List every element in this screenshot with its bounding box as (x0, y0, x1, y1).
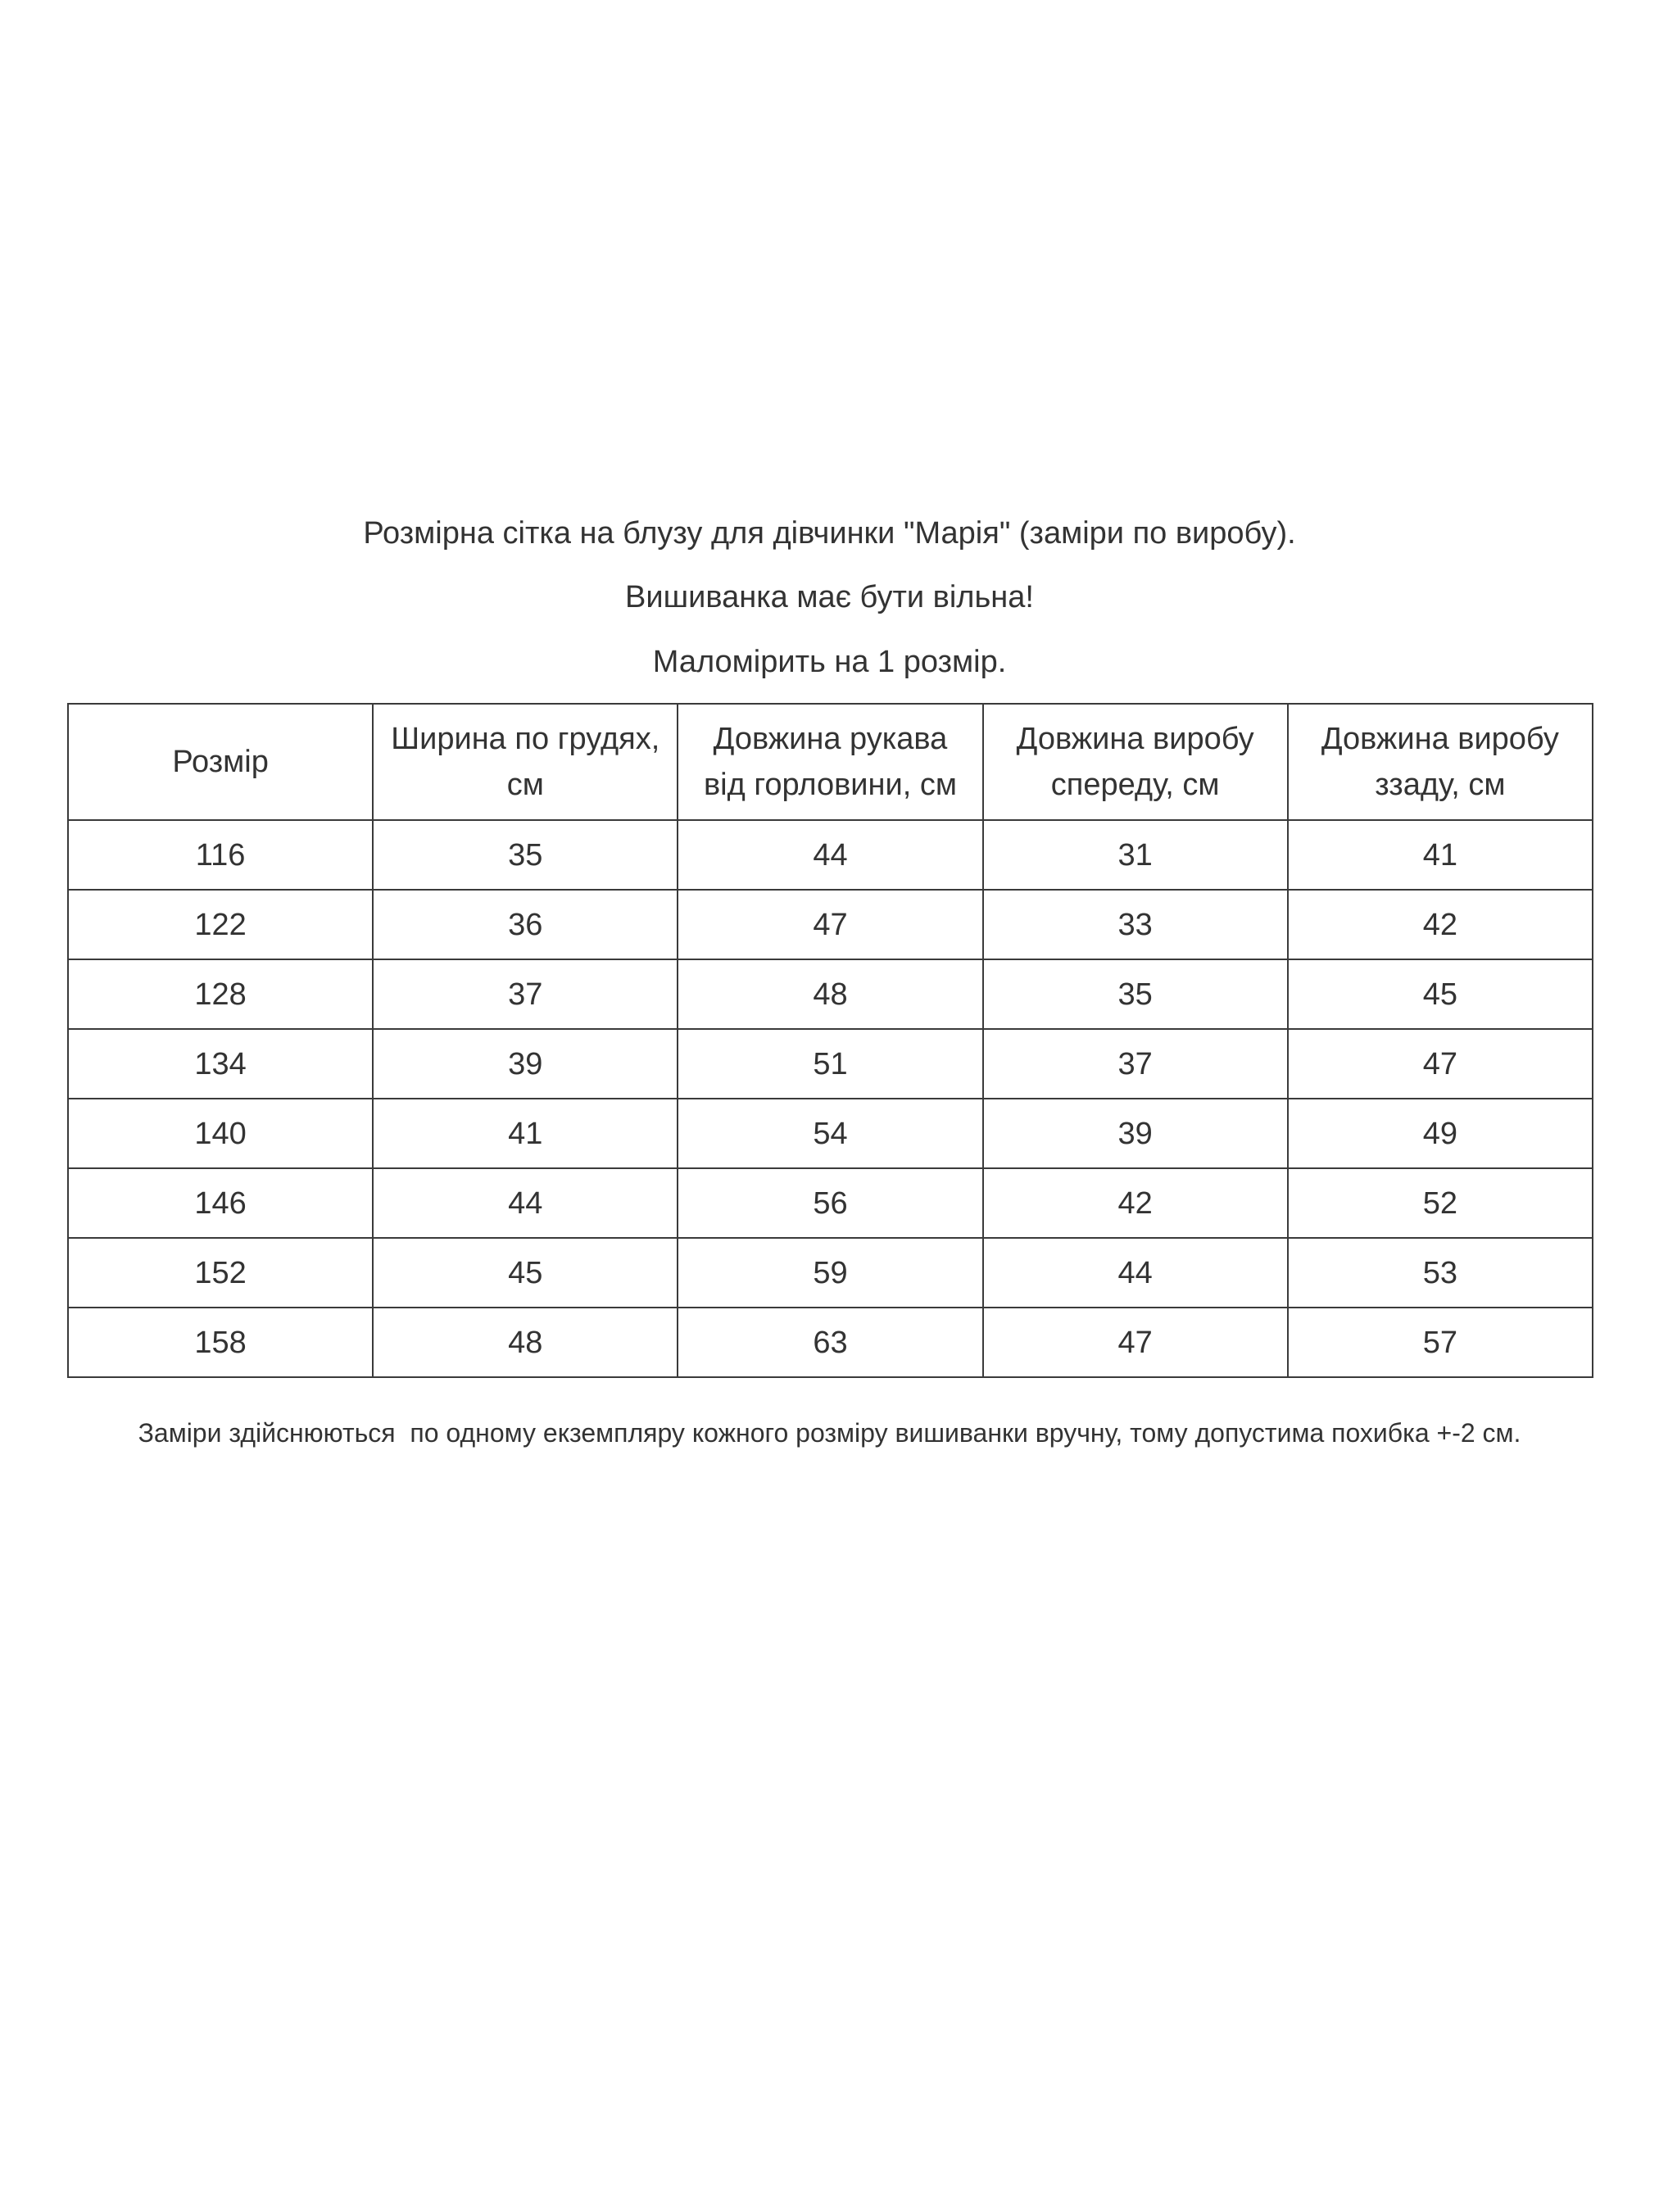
table-cell: 47 (678, 890, 982, 959)
table-row (68, 1238, 1593, 1308)
table-cell: 44 (983, 1238, 1288, 1308)
table-row (68, 1099, 1593, 1168)
table-row (68, 1308, 1593, 1377)
table-cell: 146 (68, 1168, 373, 1238)
table-cell: 52 (1288, 1168, 1593, 1238)
table-cell: 35 (373, 820, 678, 890)
sizing-note: Маломірить на 1 розмір. (652, 645, 1007, 679)
table-cell: 45 (1288, 959, 1593, 1029)
table-cell: 35 (983, 959, 1288, 1029)
table-cell: 37 (983, 1029, 1288, 1099)
page-title: Розмірна сітка на блузу для дівчинки "Марія" (заміри по виробу). (363, 516, 1296, 551)
measurement-disclaimer: Заміри здійснюються по одному екземпляру кожного розміру вишиванки вручну, тому допустима похибка +-2 см. (138, 1418, 1521, 1448)
table-cell: 53 (1288, 1238, 1593, 1308)
table-cell: 41 (373, 1099, 678, 1168)
header-sleeve-length-line-2: від горловини, см (703, 768, 957, 802)
size-chart-table (67, 703, 1593, 1378)
table-cell: 49 (1288, 1099, 1593, 1168)
table-row (68, 1168, 1593, 1238)
table-cell: 48 (678, 959, 982, 1029)
table-cell: 42 (1288, 890, 1593, 959)
table-cell: 37 (373, 959, 678, 1029)
subtitle-note: Вишиванка має бути вільна! (625, 580, 1034, 614)
table-row (68, 1029, 1593, 1099)
table-cell: 122 (68, 890, 373, 959)
table-cell: 39 (983, 1099, 1288, 1168)
table-cell: 33 (983, 890, 1288, 959)
table-cell: 42 (983, 1168, 1288, 1238)
header-chest-width-line-1: Ширина по грудях, (391, 722, 660, 756)
table-cell: 59 (678, 1238, 982, 1308)
table-row (68, 820, 1593, 890)
table-cell: 54 (678, 1099, 982, 1168)
table-cell: 128 (68, 959, 373, 1029)
table-cell: 63 (678, 1308, 982, 1377)
header-sleeve-length-line-1: Довжина рукава (713, 722, 948, 756)
table-header (68, 704, 1593, 820)
table-cell: 158 (68, 1308, 373, 1377)
header-back-length-line-1: Довжина виробу (1321, 722, 1559, 756)
header-size (68, 704, 373, 820)
table-cell: 31 (983, 820, 1288, 890)
table-cell: 134 (68, 1029, 373, 1099)
table-cell: 41 (1288, 820, 1593, 890)
table-cell: 44 (373, 1168, 678, 1238)
header-front-length-line-1: Довжина виробу (1016, 722, 1254, 756)
table-cell: 116 (68, 820, 373, 890)
header-chest-width-line-2: см (506, 768, 544, 802)
table-cell: 56 (678, 1168, 982, 1238)
table-cell: 47 (983, 1308, 1288, 1377)
table-cell: 57 (1288, 1308, 1593, 1377)
table-cell: 48 (373, 1308, 678, 1377)
table-cell: 140 (68, 1099, 373, 1168)
table-cell: 47 (1288, 1029, 1593, 1099)
table-cell: 39 (373, 1029, 678, 1099)
table-cell: 36 (373, 890, 678, 959)
table-body (68, 820, 1593, 1377)
table-cell: 152 (68, 1238, 373, 1308)
header-front-length (983, 704, 1288, 820)
table-cell: 45 (373, 1238, 678, 1308)
header-back-length (1288, 704, 1593, 820)
table-cell: 51 (678, 1029, 982, 1099)
header-size-label: Розмір (172, 745, 269, 779)
header-back-length-line-2: ззаду, см (1375, 768, 1506, 802)
header-sleeve-length (678, 704, 982, 820)
table-row (68, 959, 1593, 1029)
header-row (68, 704, 1593, 820)
header-chest-width (373, 704, 678, 820)
header-front-length-line-2: спереду, см (1050, 768, 1220, 802)
table-cell: 44 (678, 820, 982, 890)
table-row (68, 890, 1593, 959)
